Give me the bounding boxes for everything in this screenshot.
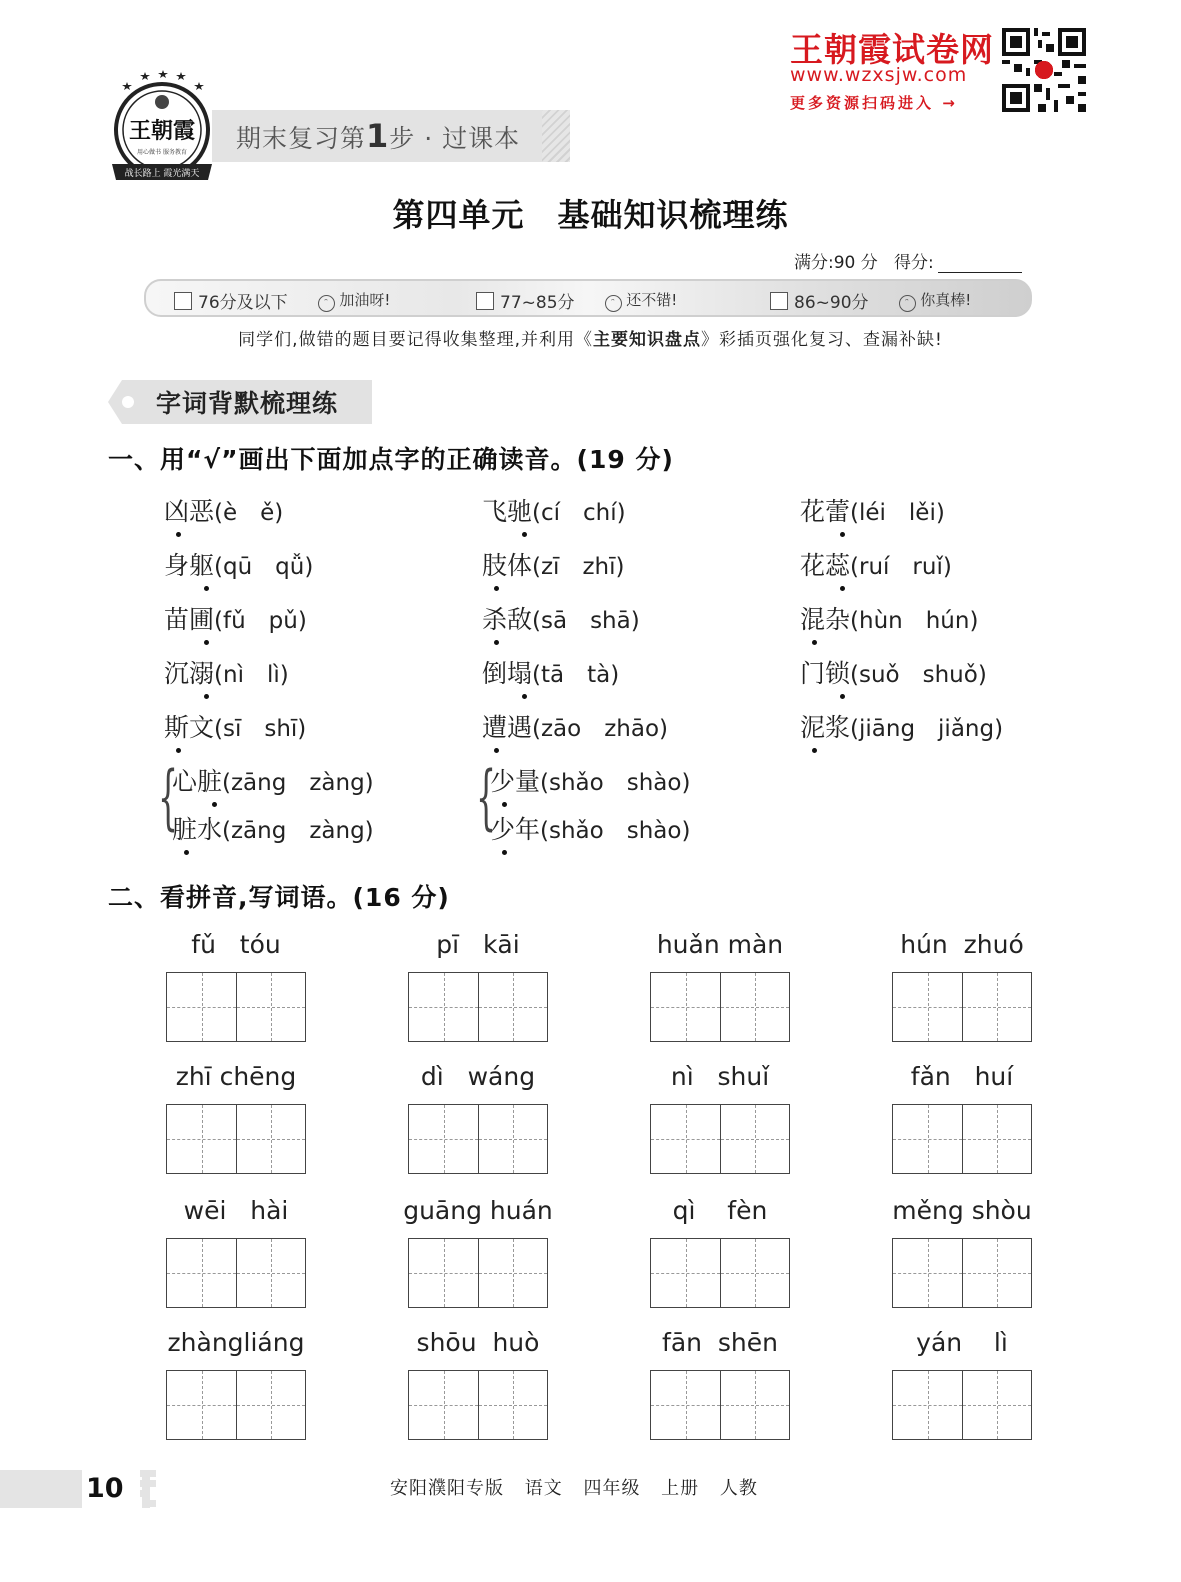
target-word: 杀敌 [482, 605, 533, 634]
character-cell[interactable] [720, 1239, 789, 1307]
writing-grid[interactable] [650, 1104, 790, 1174]
pinyin-choice-item[interactable] [800, 494, 945, 531]
pinyin-prompt: měng shòu [892, 1196, 1032, 1225]
pinyin-choice-item[interactable] [164, 494, 283, 531]
emphasis-dot [184, 850, 189, 855]
character-cell[interactable] [478, 1239, 547, 1307]
svg-text:王朝霞: 王朝霞 [128, 118, 196, 144]
emphasis-dot [494, 640, 499, 645]
smile-face-icon: ᵔ [318, 295, 335, 312]
pinyin-choice-item[interactable] [164, 656, 289, 693]
rating-checkbox[interactable] [476, 292, 494, 310]
emphasis-dot [840, 532, 845, 537]
character-cell[interactable] [720, 1105, 789, 1173]
smile-face-icon: ᵔ [899, 295, 916, 312]
tag-hole-icon [122, 396, 134, 408]
pinyin-prompt: qì fèn [672, 1196, 768, 1225]
target-word: 肢体 [482, 551, 533, 580]
brand-name: 王朝霞试卷网 [790, 30, 994, 69]
pinyin-choice-item[interactable] [800, 656, 987, 693]
character-cell[interactable] [720, 1371, 789, 1439]
emphasis-dot [502, 850, 507, 855]
pinyin-choice-item[interactable] [172, 812, 374, 849]
emphasis-dot [502, 802, 507, 807]
brace-icon: { [476, 756, 497, 838]
character-cell[interactable] [962, 1239, 1031, 1307]
emphasis-dot [204, 640, 209, 645]
pinyin-options[interactable]: (sā shā) [532, 608, 640, 634]
character-cell[interactable] [236, 1105, 305, 1173]
emphasis-dot [812, 748, 817, 753]
pinyin-prompt: shōu huò [416, 1328, 540, 1357]
pinyin-prompt: hún zhuó [900, 930, 1024, 959]
character-cell[interactable] [720, 973, 789, 1041]
score-line [794, 248, 1022, 273]
pinyin-choice-item[interactable] [482, 494, 626, 531]
target-word: 倒塌 [482, 659, 533, 688]
pinyin-prompt: zhàngliáng [167, 1328, 305, 1357]
character-cell[interactable] [893, 1371, 962, 1439]
full-score: 满分:90 分 [794, 253, 878, 273]
pinyin-options[interactable]: (tā tà) [532, 662, 620, 688]
pinyin-options[interactable]: (jiāng jiǎng) [850, 716, 1004, 742]
pinyin-options[interactable]: (shǎo shào) [540, 770, 691, 796]
pinyin-options[interactable]: (ruí ruǐ) [850, 554, 952, 580]
character-cell[interactable] [893, 1239, 962, 1307]
target-word: 泥浆 [800, 713, 851, 742]
character-cell[interactable] [478, 973, 547, 1041]
pinyin-prompt: nì shuǐ [670, 1062, 770, 1091]
svg-text:战长路上 霞光满天: 战长路上 霞光满天 [124, 169, 200, 179]
target-word: 门锁 [800, 659, 851, 688]
writing-grid[interactable] [166, 1238, 306, 1308]
qr-code-icon[interactable] [1002, 28, 1086, 112]
pinyin-choice-item[interactable] [490, 812, 690, 849]
emphasis-dot [204, 586, 209, 591]
emphasis-dot [840, 694, 845, 699]
emphasis-dot [204, 694, 209, 699]
character-cell[interactable] [409, 1105, 478, 1173]
pinyin-choice-item[interactable] [164, 602, 307, 639]
writing-grid[interactable] [650, 1370, 790, 1440]
target-word: 斯文 [164, 713, 215, 742]
rating-checkbox[interactable] [174, 292, 192, 310]
emphasis-dot [840, 586, 845, 591]
target-word: 混杂 [800, 605, 851, 634]
reminder-text: 同学们,做错的题目要记得收集整理,并利用《主要知识盘点》彩插页强化复习、查漏补缺! [238, 330, 943, 350]
pinyin-options[interactable]: (sī shī) [214, 716, 307, 742]
pinyin-options[interactable]: (zāng zàng) [222, 770, 374, 796]
writing-grid[interactable] [166, 972, 306, 1042]
pinyin-options[interactable]: (cí chí) [532, 500, 626, 526]
page-title: 第四单元 基础知识梳理练 [392, 196, 789, 234]
writing-grid[interactable] [892, 1370, 1032, 1440]
target-word: 心脏 [172, 767, 223, 796]
pinyin-options[interactable]: (zāo zhāo) [532, 716, 669, 742]
emphasis-dot [522, 532, 527, 537]
target-word: 身躯 [164, 551, 215, 580]
character-cell[interactable] [167, 973, 236, 1041]
writing-grid[interactable] [166, 1370, 306, 1440]
target-word: 沉溺 [164, 659, 215, 688]
emphasis-dot [176, 532, 181, 537]
pinyin-prompt: fǔ tóu [191, 930, 281, 959]
character-cell[interactable] [478, 1371, 547, 1439]
pinyin-prompt: pī kāi [436, 930, 520, 959]
emphasis-dot [494, 586, 499, 591]
character-cell[interactable] [236, 973, 305, 1041]
character-cell[interactable] [167, 1371, 236, 1439]
character-cell[interactable] [409, 973, 478, 1041]
series-title: 期末复习第1步 · 过课本 [236, 117, 521, 155]
pinyin-choice-item[interactable] [482, 710, 668, 747]
character-cell[interactable] [167, 1239, 236, 1307]
target-word: 凶恶 [164, 497, 215, 526]
pinyin-options[interactable]: (zāng zàng) [222, 818, 374, 844]
pinyin-options[interactable]: (zī zhī) [532, 554, 625, 580]
score-label: 得分: [893, 253, 934, 273]
character-cell[interactable] [893, 973, 962, 1041]
pinyin-options[interactable]: (suǒ shuǒ) [850, 662, 987, 688]
footer-decoration [140, 1470, 156, 1508]
writing-grid[interactable] [408, 1238, 548, 1308]
character-cell[interactable] [236, 1371, 305, 1439]
target-word: 脏水 [172, 815, 223, 844]
target-word: 花蕊 [800, 551, 851, 580]
pinyin-prompt: fǎn huí [910, 1062, 1014, 1091]
character-cell[interactable] [409, 1239, 478, 1307]
pinyin-options[interactable]: (è ě) [214, 500, 284, 526]
writing-grid[interactable] [408, 1370, 548, 1440]
target-word: 遭遇 [482, 713, 533, 742]
writing-grid[interactable] [892, 1104, 1032, 1174]
pinyin-choice-item[interactable] [490, 764, 690, 801]
target-word: 少年 [490, 815, 541, 844]
emphasis-dot [176, 748, 181, 753]
character-cell[interactable] [651, 1239, 720, 1307]
rating-item[interactable]: 86~90分 ᵔ 你真棒! [770, 288, 971, 313]
character-cell[interactable] [167, 1105, 236, 1173]
pinyin-choice-item[interactable] [164, 548, 313, 585]
pinyin-options[interactable]: (qū qǚ) [214, 554, 314, 580]
pinyin-choice-item[interactable] [482, 656, 619, 693]
pinyin-choice-item[interactable] [164, 710, 306, 747]
score-blank[interactable] [938, 254, 1022, 273]
svg-text:用心做书 服务教育: 用心做书 服务教育 [137, 149, 187, 156]
pinyin-choice-item[interactable] [800, 548, 952, 585]
writing-grid[interactable] [408, 972, 548, 1042]
pinyin-prompt: guāng huán [403, 1196, 553, 1225]
character-cell[interactable] [962, 1371, 1031, 1439]
emphasis-dot [522, 694, 527, 699]
character-cell[interactable] [893, 1105, 962, 1173]
pinyin-options[interactable]: (nì lì) [214, 662, 289, 688]
pinyin-prompt: huǎn màn [656, 930, 784, 959]
pinyin-prompt: yán lì [916, 1328, 1008, 1357]
target-word: 飞驰 [482, 497, 533, 526]
publisher-logo [104, 68, 216, 188]
character-cell[interactable] [478, 1105, 547, 1173]
character-cell[interactable] [962, 973, 1031, 1041]
writing-grid[interactable] [650, 972, 790, 1042]
rating-item[interactable]: 76分及以下 ᵔ 加油呀! [174, 288, 390, 313]
question-1-heading: 一、用“√”画出下面加点字的正确读音。(19 分) [108, 445, 674, 474]
footer-edition-info: 安阳濮阳专版 语文 四年级 上册 人教 [390, 1478, 758, 1499]
pinyin-prompt: wēi hài [183, 1196, 289, 1225]
rating-item[interactable]: 77~85分 ᵔ 还不错! [476, 288, 677, 313]
page-number: 10 [82, 1470, 142, 1508]
section-label: 字词背默梳理练 [156, 389, 339, 418]
pinyin-choice-item[interactable] [800, 602, 978, 639]
pinyin-options[interactable]: (léi lěi) [850, 500, 945, 526]
brand-url[interactable]: www.wzxsjw.com [790, 64, 968, 86]
self-rating-bar [144, 279, 1032, 317]
writing-grid[interactable] [650, 1238, 790, 1308]
pinyin-choice-item[interactable] [482, 602, 640, 639]
target-word: 苗圃 [164, 605, 215, 634]
emphasis-dot [812, 640, 817, 645]
writing-grid[interactable] [408, 1104, 548, 1174]
writing-grid[interactable] [892, 972, 1032, 1042]
pinyin-prompt: fān shēn [662, 1328, 778, 1357]
character-cell[interactable] [651, 973, 720, 1041]
pinyin-options[interactable]: (shǎo shào) [540, 818, 691, 844]
pinyin-choice-item[interactable] [800, 710, 1003, 747]
target-word: 少量 [490, 767, 541, 796]
target-word: 花蕾 [800, 497, 851, 526]
pinyin-prompt: dì wáng [420, 1062, 536, 1091]
character-cell[interactable] [236, 1239, 305, 1307]
smile-face-icon: ᵔ [605, 295, 622, 312]
question-2-heading: 二、看拼音,写词语。(16 分) [108, 883, 450, 912]
character-cell[interactable] [962, 1105, 1031, 1173]
writing-grid[interactable] [892, 1238, 1032, 1308]
pinyin-choice-item[interactable] [482, 548, 624, 585]
rating-checkbox[interactable] [770, 292, 788, 310]
emphasis-dot [494, 748, 499, 753]
emphasis-dot [212, 802, 217, 807]
pinyin-options[interactable]: (hùn hún) [850, 608, 979, 634]
writing-grid[interactable] [166, 1104, 306, 1174]
pinyin-options[interactable]: (fǔ pǔ) [214, 608, 307, 634]
character-cell[interactable] [409, 1371, 478, 1439]
brand-scan-prompt: 更多资源扫码进入 → [790, 94, 958, 112]
pinyin-prompt: zhī chēng [175, 1062, 297, 1091]
pinyin-choice-item[interactable] [172, 764, 374, 801]
brace-icon: { [158, 756, 179, 838]
character-cell[interactable] [651, 1371, 720, 1439]
character-cell[interactable] [651, 1105, 720, 1173]
